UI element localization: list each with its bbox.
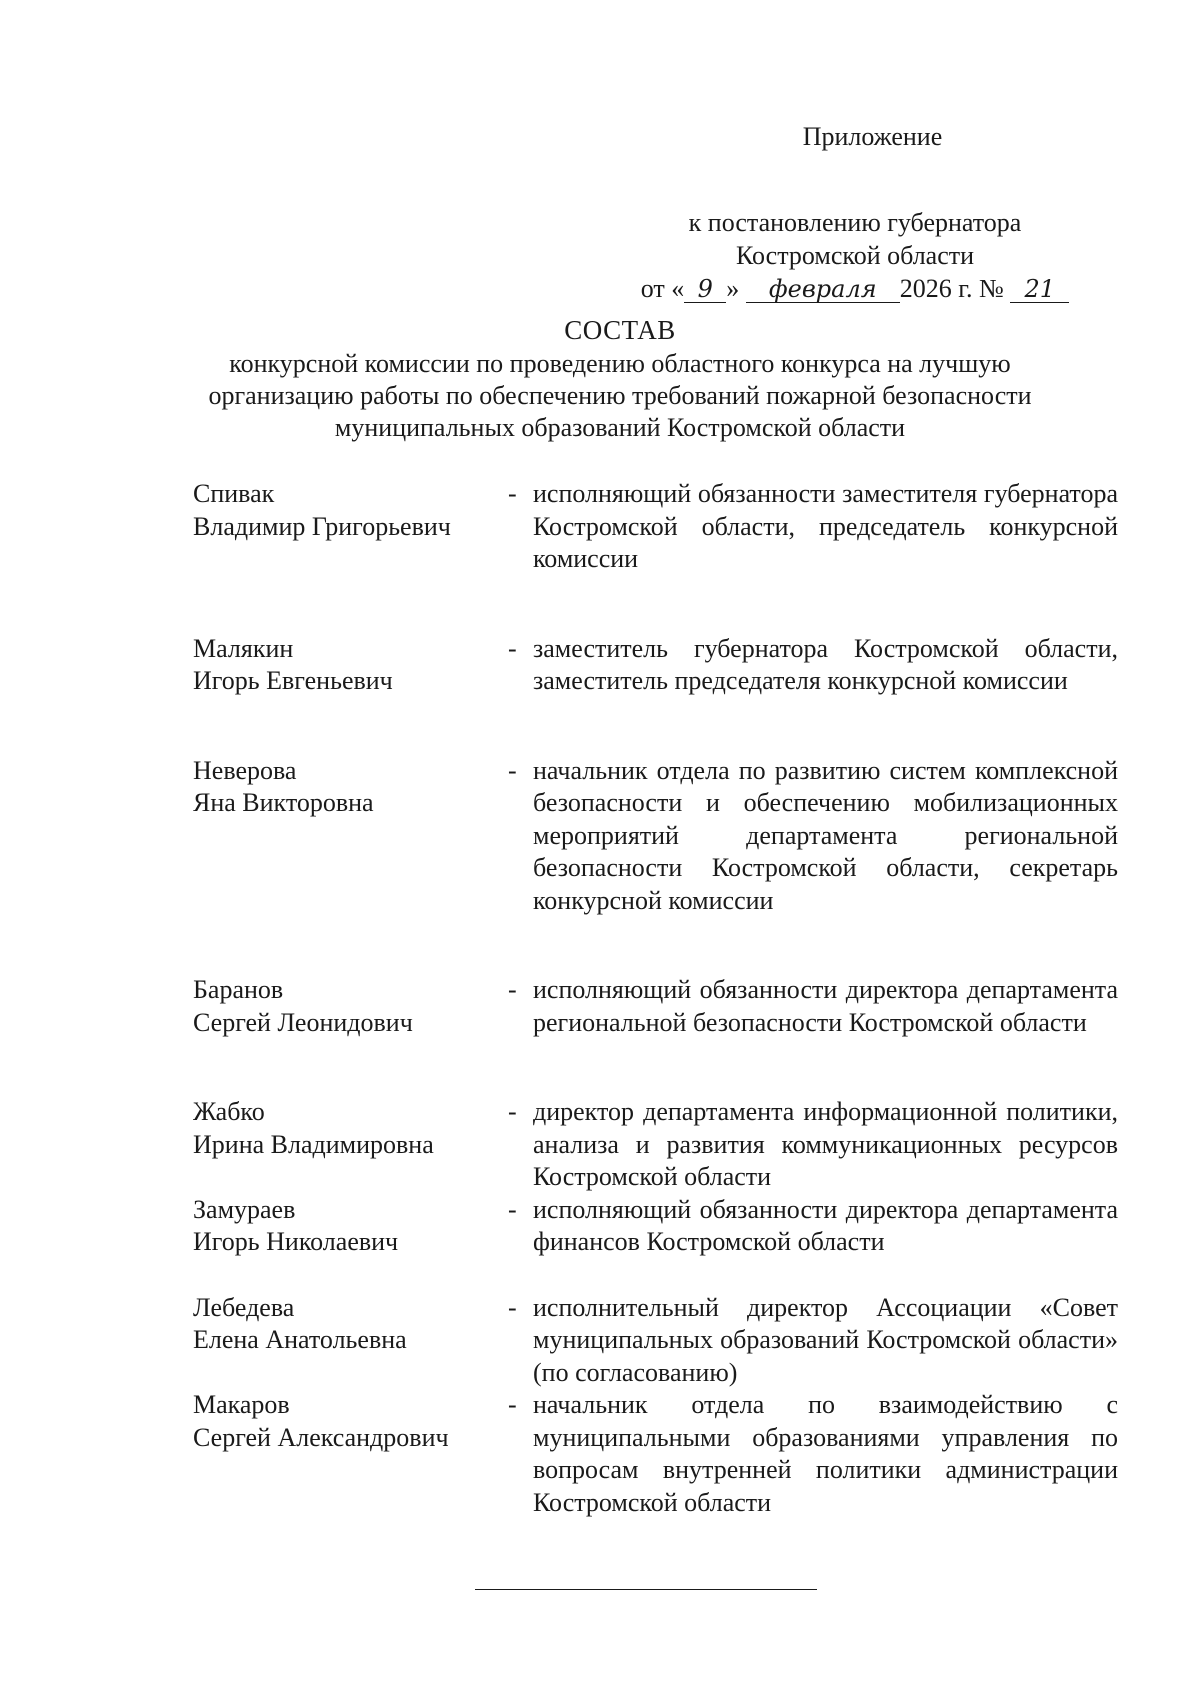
member-name bbox=[193, 755, 508, 820]
member-row bbox=[193, 1096, 1118, 1194]
member-given-names: Сергей Леонидович bbox=[193, 1007, 413, 1037]
member-row bbox=[193, 1292, 1118, 1390]
member-given-names: Елена Анатольевна bbox=[193, 1325, 407, 1354]
member-name bbox=[193, 974, 508, 1039]
member-dash: - bbox=[508, 1390, 517, 1419]
subtitle-line-3: муниципальных образований Костромской области bbox=[334, 413, 906, 442]
date-prefix: от « bbox=[640, 274, 685, 303]
document-subtitle bbox=[0, 348, 1200, 444]
member-name bbox=[193, 633, 508, 698]
date-day-handwritten: 9 bbox=[684, 276, 726, 303]
member-given-names: Владимир Григорьевич bbox=[193, 511, 451, 541]
member-name bbox=[193, 478, 508, 543]
member-name bbox=[193, 1292, 508, 1357]
member-surname: Баранов bbox=[193, 975, 284, 1004]
member-surname: Замураев bbox=[193, 1194, 296, 1224]
member-given-names: Ирина Владимировна bbox=[193, 1129, 434, 1159]
member-position: исполнительный директор Ассоциации «Совет муниципальных образований Костромской области» (по согласованию) bbox=[533, 1292, 1118, 1387]
appendix-line-2: Костромской области bbox=[735, 241, 975, 270]
member-name bbox=[193, 1389, 508, 1454]
appendix-line-1: к постановлению губернатора bbox=[688, 208, 1022, 237]
member-row bbox=[193, 478, 1118, 576]
member-row bbox=[193, 1194, 1118, 1259]
member-given-names: Игорь Евгеньевич bbox=[193, 666, 393, 695]
member-dash: - bbox=[508, 1097, 517, 1126]
member-dash: - bbox=[508, 755, 517, 785]
date-month-handwritten: февраля bbox=[746, 276, 900, 303]
member-row bbox=[193, 633, 1118, 698]
member-position: исполняющий обязанности директора департамента финансов Костромской области bbox=[533, 1194, 1118, 1256]
member-position: исполняющий обязанности заместителя губернатора Костромской области, председатель конкурсной комиссии bbox=[533, 479, 1118, 573]
appendix-title: Приложение bbox=[802, 122, 943, 151]
date-year: 2026 г. № bbox=[899, 274, 1004, 303]
date-mid: » bbox=[726, 274, 740, 303]
member-position: заместитель губернатора Костромской области, заместитель председателя конкурсной комиссии bbox=[533, 633, 1118, 695]
appendix-date-line bbox=[641, 272, 1070, 305]
document-title: СОСТАВ bbox=[564, 315, 676, 345]
member-surname: Лебедева bbox=[193, 1292, 295, 1322]
document-heading bbox=[0, 312, 1200, 444]
member-dash: - bbox=[508, 1292, 517, 1322]
member-surname: Неверова bbox=[193, 755, 297, 785]
member-position: начальник отдела по взаимодействию с муниципальными образованиями управления по вопросам внутренней политики администрации Костромской области bbox=[533, 1390, 1118, 1517]
member-row bbox=[193, 755, 1118, 918]
member-surname: Спивак bbox=[193, 479, 275, 508]
member-dash: - bbox=[508, 633, 517, 663]
member-name bbox=[193, 1096, 508, 1161]
member-dash: - bbox=[508, 1194, 517, 1224]
subtitle-line-2: организацию работы по обеспечению требований пожарной безопасности bbox=[208, 381, 1032, 410]
member-row bbox=[193, 1389, 1118, 1519]
member-name bbox=[193, 1194, 508, 1259]
member-surname: Жабко bbox=[193, 1097, 265, 1126]
member-dash: - bbox=[508, 479, 517, 508]
member-position: исполняющий обязанности директора департамента региональной безопасности Костромской области bbox=[533, 975, 1118, 1037]
member-row bbox=[193, 974, 1118, 1039]
member-position: начальник отдела по развитию систем комплексной безопасности и обеспечению мобилизационных мероприятий департамента региональной безопасности Костромской области, секретарь конкурсной комиссии bbox=[533, 755, 1118, 915]
members-list bbox=[193, 478, 1118, 1519]
member-surname: Малякин bbox=[193, 633, 294, 663]
appendix-header bbox=[600, 120, 1110, 305]
doc-number-handwritten: 21 bbox=[1010, 276, 1069, 303]
member-given-names: Игорь Николаевич bbox=[193, 1227, 399, 1256]
member-given-names: Сергей Александрович bbox=[193, 1422, 449, 1452]
subtitle-line-1: конкурсной комиссии по проведению областного конкурса на лучшую bbox=[229, 349, 1011, 378]
member-surname: Макаров bbox=[193, 1390, 290, 1419]
member-position: директор департамента информационной политики, анализа и развития коммуникационных ресурсов Костромской области bbox=[533, 1097, 1118, 1191]
member-given-names: Яна Викторовна bbox=[193, 788, 374, 817]
member-dash: - bbox=[508, 975, 517, 1004]
closing-line-divider bbox=[475, 1589, 817, 1590]
